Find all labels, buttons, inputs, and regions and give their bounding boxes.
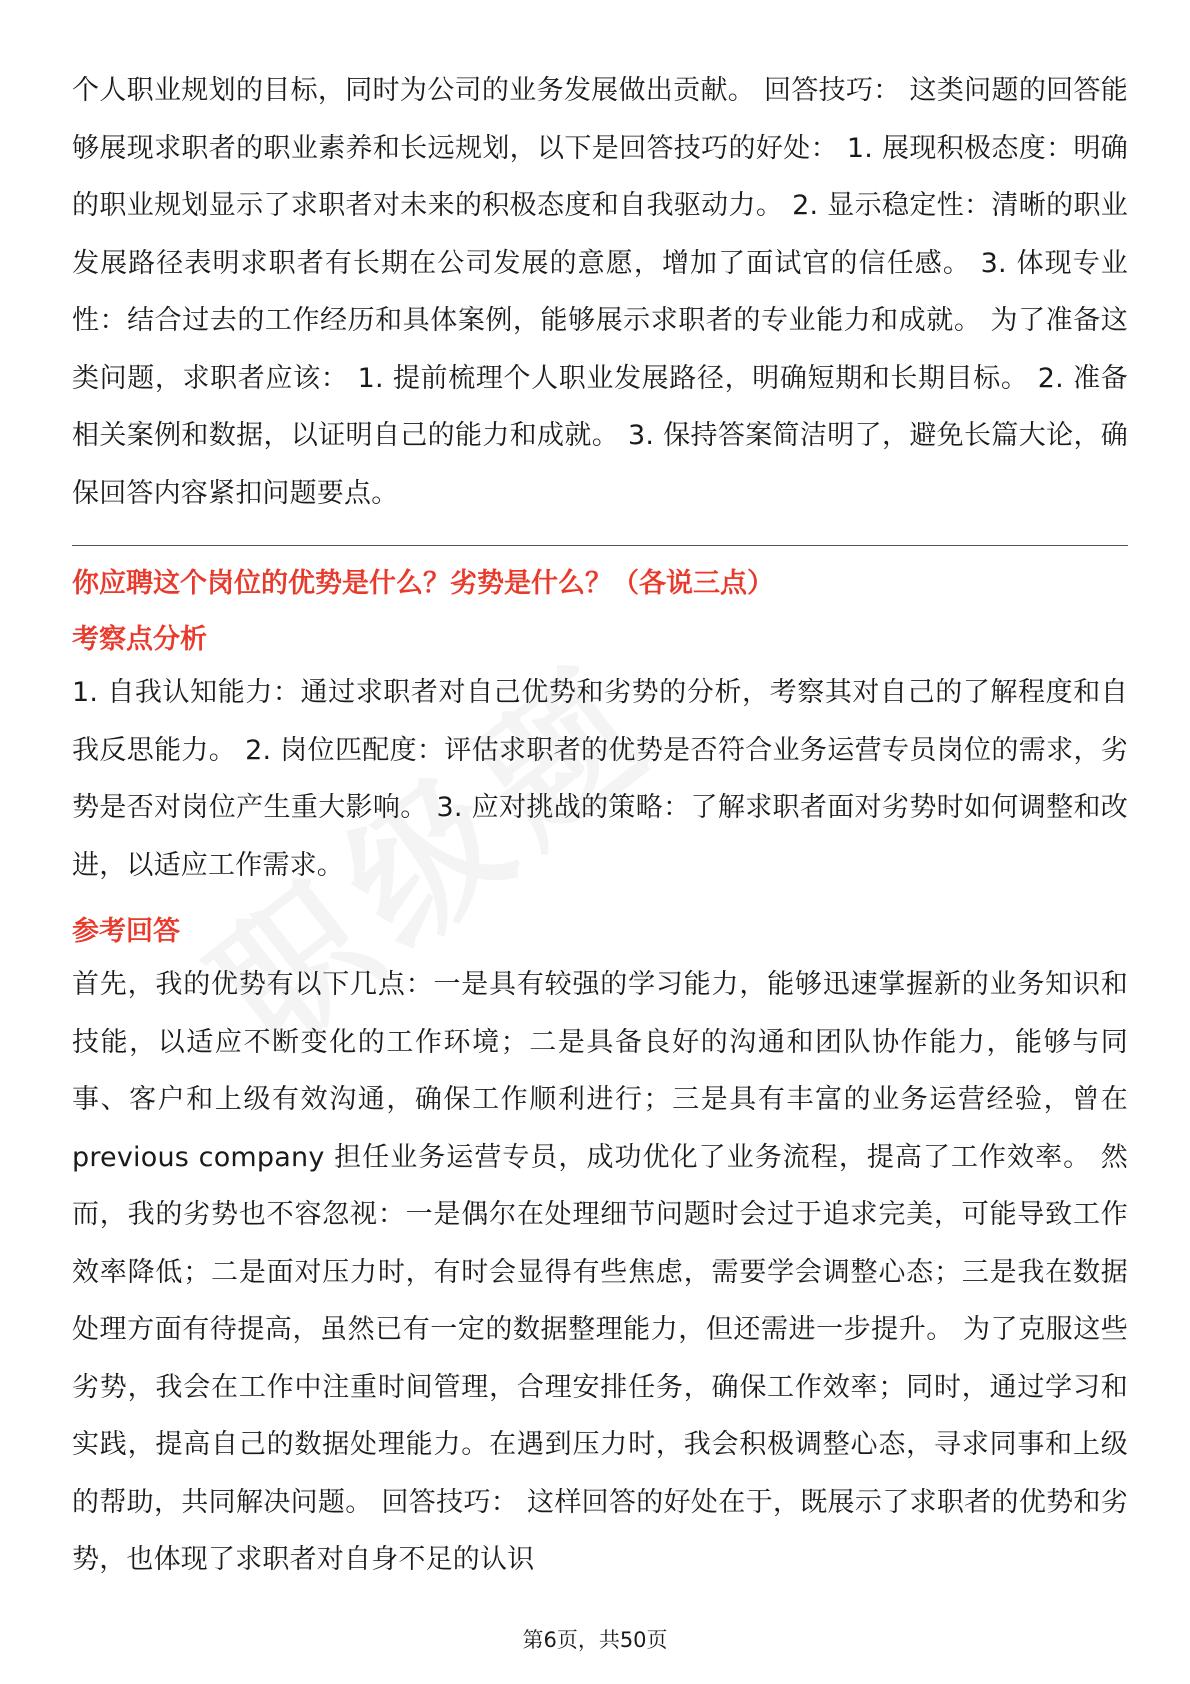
page-footer: 第6页，共50页 (522, 1628, 668, 1652)
analysis-heading: 考察点分析 (72, 624, 207, 655)
intro-paragraph: 个人职业规划的目标，同时为公司的业务发展做出贡献。 回答技巧： 这类问题的回答能够展现求职者的职业素养和长远规划，以下是回答技巧的好处： 1. 展现积极态度：明确的职业规划显示了求职者对未来的积极态度和自我驱动力。 2. 显示稳定性：清晰的职业发展路径表明求职者有长期在公司发展的意愿，增加了面试官的信任感。 3. 体现专业性：结合过去的工作经历和具体案例，能够展示求职者的专业能力和成就。 为了准备这类问题，求职者应该： 1. 提前梳理个人职业发展路径，明确短期和长期目标。 2. 准备相关案例和数据，以证明自己的能力和成就。 3. 保持答案简洁明了，避免长篇大论，确保回答内容紧扣问题要点。 (72, 75, 1128, 509)
section-divider (72, 545, 1128, 546)
answer-heading: 参考回答 (72, 916, 180, 947)
page-content (72, 62, 1128, 1589)
question-title: 你应聘这个岗位的优势是什么？劣势是什么？（各说三点） (72, 568, 774, 599)
analysis-paragraph: 1. 自我认知能力：通过求职者对自己优势和劣势的分析，考察其对自己的了解程度和自我反思能力。 2. 岗位匹配度：评估求职者的优势是否符合业务运营专员岗位的需求，劣势是否对岗位产生重大影响。 3. 应对挑战的策略：了解求职者面对劣势时如何调整和改进，以适应工作需求。 (72, 677, 1128, 881)
answer-paragraph: 首先，我的优势有以下几点：一是具有较强的学习能力，能够迅速掌握新的业务知识和技能，以适应不断变化的工作环境；二是具备良好的沟通和团队协作能力，能够与同事、客户和上级有效沟通，确保工作顺利进行；三是具有丰富的业务运营经验，曾在 previous company 担任业务运营专员，成功优化了业务流程，提高了工作效率。 然而，我的劣势也不容忽视：一是偶尔在处理细节问题时会过于追求完美，可能导致工作效率降低；二是面对压力时，有时会显得有些焦虑，需要学会调整心态；三是我在数据处理方面有待提高，虽然已有一定的数据整理能力，但还需进一步提升。 为了克服这些劣势，我会在工作中注重时间管理，合理安排任务，确保工作效率；同时，通过学习和实践，提高自己的数据处理能力。在遇到压力时，我会积极调整心态，寻求同事和上级的帮助，共同解决问题。 回答技巧： 这样回答的好处在于，既展示了求职者的优势和劣势，也体现了求职者对自身不足的认识 (72, 969, 1128, 1575)
